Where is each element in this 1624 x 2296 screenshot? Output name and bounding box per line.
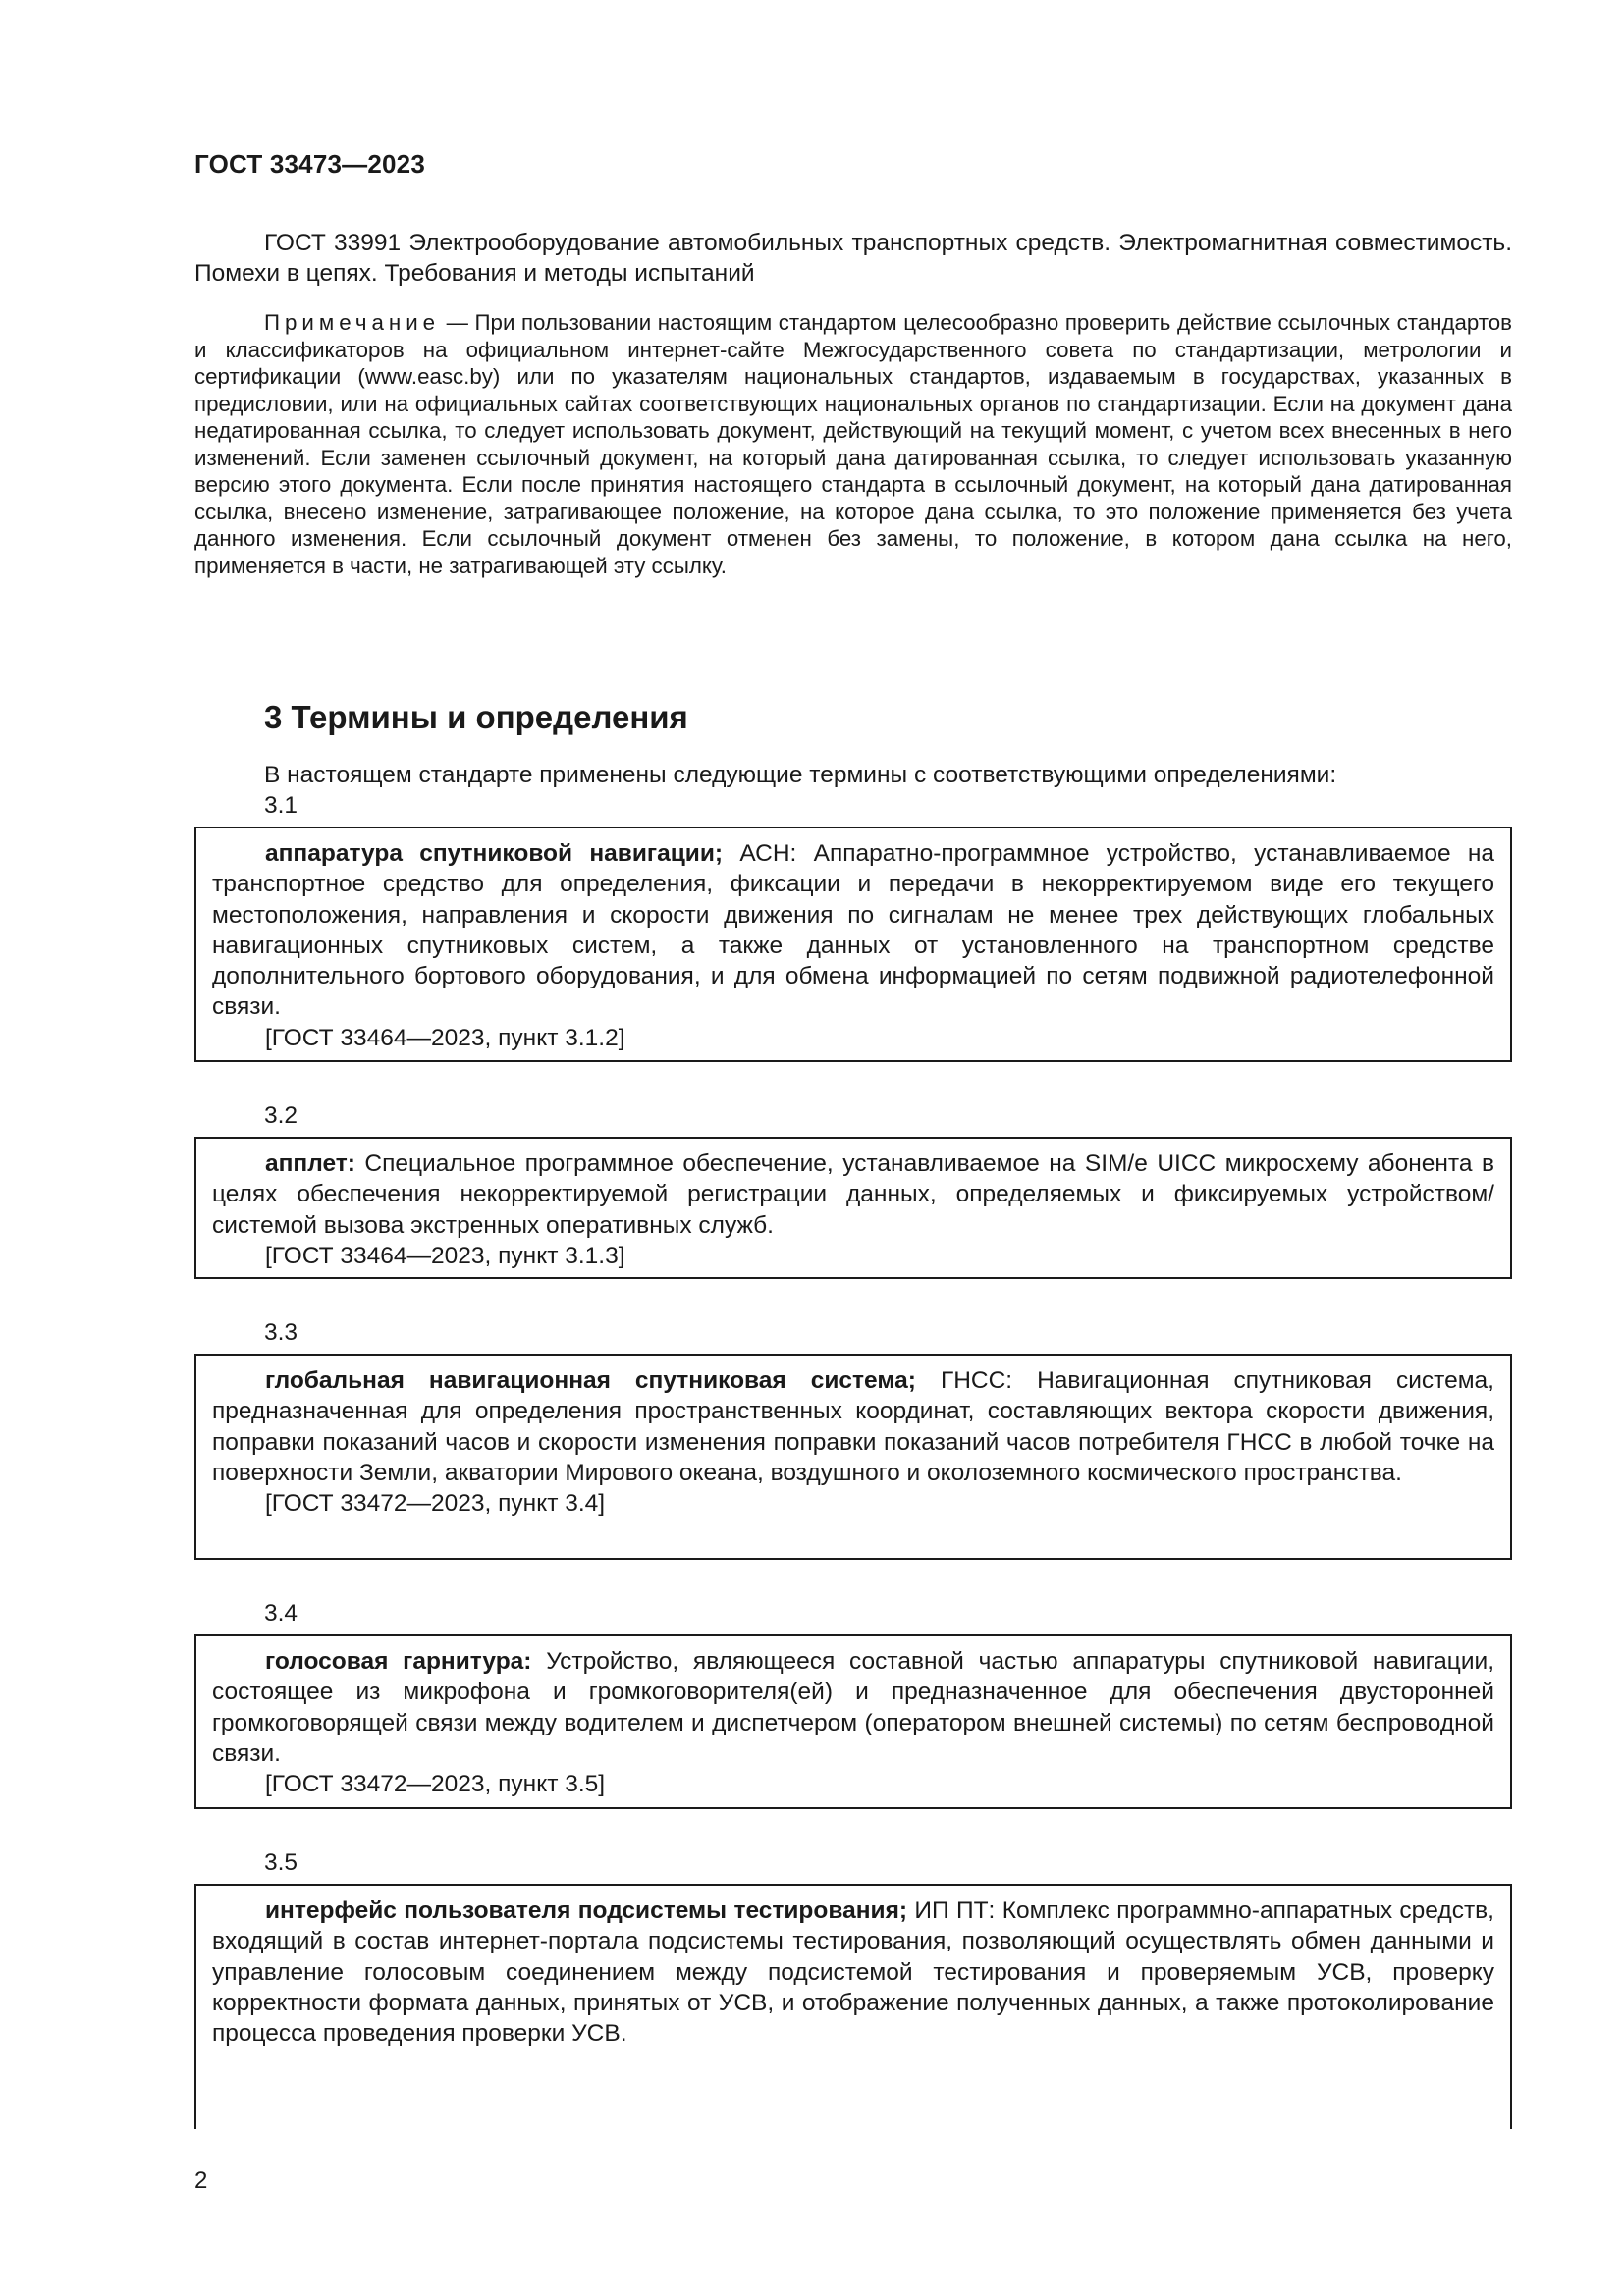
term-definition xyxy=(212,1646,1494,1769)
term-box xyxy=(194,827,1512,1062)
section-title: 3 Термины и определения xyxy=(264,699,688,735)
term-text: Устройство, являющееся составной частью аппаратуры спутниковой навигации, состоящее из микрофона и громкоговорителя(ей) и предназначенное для обеспечения двусторонней громкоговорящей связи между водителем и диспетчером (оператором внешней системы) по сетям беспроводной связи. xyxy=(212,1648,1495,1767)
term-definition xyxy=(212,838,1494,1023)
term-name: интерфейс пользователя подсистемы тестирования; xyxy=(265,1897,908,1924)
note-paragraph xyxy=(194,309,1512,579)
term-text: ГНСС: Навигационная спутниковая система, предназначенная для определения пространственных координат, составляющих вектора скорости движения, поправки показаний часов и скорости изменения поправки показаний часов потребителя ГНСС в любой точке на поверхности Земли, акватории Мирового океана, воздушного и околоземного космического пространства. xyxy=(212,1367,1494,1486)
term-box xyxy=(194,1137,1512,1279)
term-text: ИП ПТ: Комплекс программно-аппаратных средств, входящий в состав интернет-портала подсистемы тестирования, позволяющий осуществлять обмен данными и управление голосовым соединением между подсистемой тестирования и проверяемым УСВ, проверку корректности формата данных, принятых от УСВ, и отображение полученных данных, а также протоколирование процесса проведения проверки УСВ. xyxy=(212,1897,1494,2048)
term-name: аппаратура спутниковой навигации; xyxy=(265,840,724,867)
term-name: глобальная навигационная спутниковая система; xyxy=(265,1367,916,1394)
term-source: [ГОСТ 33472—2023, пункт 3.5] xyxy=(265,1771,606,1798)
page-number: 2 xyxy=(194,2167,208,2194)
term-box xyxy=(194,1354,1512,1560)
term-source: [ГОСТ 33464—2023, пункт 3.1.2] xyxy=(265,1024,625,1051)
section-intro: В настоящем стандарте применены следующие термины с соответствующими определениями: xyxy=(264,762,1337,788)
term-number: 3.1 xyxy=(264,792,298,819)
document-header: ГОСТ 33473—2023 xyxy=(194,149,425,179)
term-source: [ГОСТ 33472—2023, пункт 3.4] xyxy=(265,1490,606,1518)
note-text: — При пользовании настоящим стандартом целесообразно проверить действие ссылочных стандартов и классификаторов на официальном интернет-сайте Межгосударственного совета по стандартизации, метрологии и сертификации (www.easc.by) или по указателям национальных стандартов, издаваемым в государствах, указанных в предисловии, или на официальных сайтах соответствующих национальных органов по стандартизации. Если на документ дана недатированная ссылка, то следует использовать документ, действующий на текущий момент, с учетом всех внесенных в него изменений. Если заменен ссылочный документ, на который дана датированная ссылка, то следует использовать указанную версию этого документа. Если после принятия настоящего стандарта в ссылочный документ, на который дана датированная ссылка, внесено изменение, затрагивающее положение, на которое дана ссылка, то это положение применяется без учета данного изменения. Если ссылочный документ отменен без замены, то положение, в котором дана ссылка на него, применяется в части, не затрагивающей эту ссылку. xyxy=(194,310,1512,578)
term-box xyxy=(194,1634,1512,1809)
term-box xyxy=(194,1884,1512,2129)
term-definition xyxy=(212,1148,1494,1241)
term-name: апплет: xyxy=(265,1150,355,1177)
term-definition xyxy=(212,1365,1494,1488)
term-definition xyxy=(212,1896,1494,2049)
term-name: голосовая гарнитура: xyxy=(265,1648,532,1675)
term-source: [ГОСТ 33464—2023, пункт 3.1.3] xyxy=(265,1242,625,1269)
term-number: 3.2 xyxy=(264,1102,298,1129)
term-text: Специальное программное обеспечение, устанавливаемое на SIM/e UICC микросхему абонента в целях обеспечения некорректируемой регистрации данных, определяемых и фиксируемых устройством/системой вызова экстренных оперативных служб. xyxy=(212,1150,1494,1239)
term-text: АСН: Аппаратно-программное устройство, устанавливаемое на транспортное средство для определения, фиксации и передачи в некорректируемом виде его текущего местоположения, направления и скорости движения по сигналам не менее трех действующих глобальных навигационных спутниковых систем, а также данных от установленного на транспортном средстве дополнительного бортового оборудования, и для обмена информацией по сетям подвижной радиотелефонной связи. xyxy=(212,840,1494,1021)
term-number: 3.3 xyxy=(264,1319,298,1346)
term-number: 3.4 xyxy=(264,1600,298,1627)
term-number: 3.5 xyxy=(264,1849,298,1876)
note-label: Примечание xyxy=(264,310,441,335)
normative-reference: ГОСТ 33991 Электрооборудование автомобильных транспортных средств. Электромагнитная совместимость. Помехи в цепях. Требования и методы испытаний xyxy=(194,230,1512,287)
